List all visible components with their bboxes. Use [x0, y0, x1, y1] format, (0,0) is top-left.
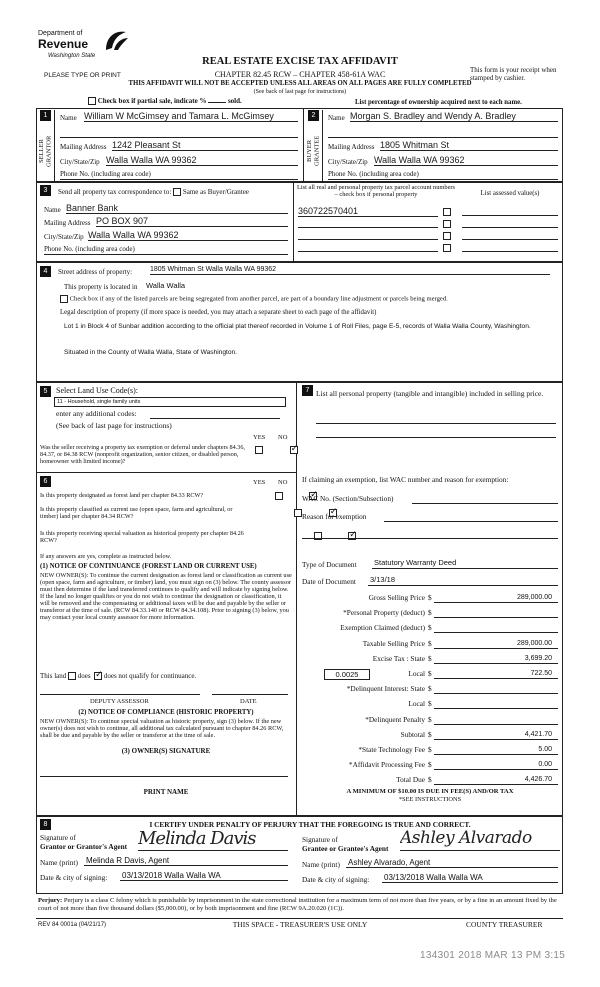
dept-line3: Washington State [48, 53, 96, 59]
corr-mailing-field[interactable]: PO BOX 907 [96, 216, 288, 227]
seller-phone-label: Phone No. (including area code) [60, 170, 151, 178]
land-use-select[interactable]: 11 - Household, single family units [54, 397, 286, 407]
tax-row-label: Taxable Selling Price [362, 638, 425, 648]
tax-row-label: *Affidavit Processing Fee [348, 760, 425, 770]
tax-row: 0.0025 Local $ 722.50 [302, 670, 558, 685]
tax-row: *State Technology Fee $ 5.00 [302, 746, 558, 761]
tax-row-label: *Delinquent Interest: State [346, 684, 425, 694]
certify-statement: I CERTIFY UNDER PENALTY OF PERJURY THAT THE FOREGOING IS TRUE AND CORRECT. [149, 820, 471, 829]
corr-city-label: City/State/Zip [44, 233, 84, 241]
located-label: This property is located in [64, 283, 138, 291]
this-land-label: This land [40, 672, 67, 680]
perjury-label: Perjury: [38, 897, 63, 904]
form-title: REAL ESTATE EXCISE TAX AFFIDAVIT [202, 56, 398, 67]
section-7-number: 7 [302, 385, 313, 396]
exemption-no-checkbox[interactable] [290, 446, 298, 454]
send-correspondence-row [58, 188, 249, 196]
parcel-row [298, 218, 558, 230]
doc-type-field[interactable]: Statutory Warranty Deed [372, 559, 558, 569]
parcel-number[interactable]: 360722570401 [298, 206, 438, 217]
send-correspondence-label: Send all property tax correspondence to: [58, 188, 172, 196]
segregated-note: Check box if any of the listed parcels are being segregated from another parcel, are part of a boundary line adjustment or parcels being merged. [69, 295, 448, 303]
sold-label: sold. [227, 97, 242, 105]
tax-row: Subtotal $ 4,421.70 [302, 731, 558, 746]
tax-row-value[interactable]: 5.00 [434, 746, 558, 755]
current-use-question: Is this property classified as current use (open space, farm and agricultural, or timber) land per chapter 84.34 RCW? [40, 506, 233, 521]
tax-row: Gross Selling Price $ 289,000.00 [302, 594, 558, 609]
grantee-name-field[interactable]: Ashley Alvarado, Agent [346, 858, 558, 868]
dor-swoosh-icon [102, 28, 130, 54]
grantee-signature-scrawl: Ashley Alvarado [400, 829, 532, 848]
notice-continuance-text: NEW OWNER(S): To continue the current designation as forest land or classification as current use (open space, farm and agriculture, or timber) land, you must sign on (3) below. The county assessor must then determine if the land transferred continues to qualify and will indicate by signing below. If the land no longer qualifies or you do not wish to continue the designation or classification, it will be removed and the compensating or additional taxes will be due and payable by the seller or transferor at the time of sale. (RCW 84.33.140 or RCW 84.34.108). Prior to signing (3) below, you may contact your local county assessor for more information. [40, 572, 292, 622]
section-1-number: 1 [40, 110, 51, 121]
additional-codes-label: enter any additional codes: [56, 409, 137, 418]
forest-no-header: NO [278, 479, 288, 486]
tax-row: Taxable Selling Price $ 289,000.00 [302, 640, 558, 655]
grantor-name-label: Name (print) [40, 858, 78, 867]
tax-row: Total Due $ 4,426.70 [302, 776, 558, 791]
dept-line2: Revenue [38, 37, 89, 51]
select-land-use-label: Select Land Use Code(s): [56, 386, 138, 395]
minimum-fee-note: A MINIMUM OF $10.00 IS DUE IN FEE(S) AND/OR TAX [346, 788, 514, 795]
tax-row-value[interactable]: 4,426.70 [434, 776, 558, 785]
please-type: PLEASE TYPE OR PRINT [44, 72, 121, 79]
deputy-signature-line[interactable] [40, 694, 200, 695]
seller-name-label: Name [60, 114, 77, 122]
qualify-label: qualify for continuance. [129, 672, 197, 680]
section-3-number: 3 [40, 185, 51, 196]
segregated-row [60, 295, 550, 303]
exemption-question: Was the seller receiving a property tax exemption or deferral under chapters 84.36, 84.37, or 84.38 RCW (nonprofit organization, senior citizen, or disabled person, homeowner with limited income)? [40, 444, 245, 466]
county-treasurer-label: COUNTY TREASURER [466, 920, 543, 929]
forest-yes-header: YES [253, 479, 266, 486]
deputy-date-label: DATE [240, 698, 257, 705]
tax-row-value[interactable] [434, 700, 558, 709]
tax-row-value[interactable]: 0.00 [434, 761, 558, 770]
seller-name-line2[interactable] [60, 128, 298, 138]
same-as-buyer-checkbox[interactable] [173, 188, 181, 196]
tax-calc-table [302, 594, 558, 791]
parcel-row [298, 242, 558, 254]
print-name-label: PRINT NAME [143, 788, 189, 796]
tax-row-label: Subtotal [400, 729, 425, 739]
buyer-city-field[interactable]: Walla Walla WA 99362 [374, 155, 558, 166]
ownership-note: List percentage of ownership acquired next to each name. [355, 99, 522, 106]
perjury-text: Perjury is a class C felony which is punishable by imprisonment in the state correctional institution for a maximum term of not more than five years, or by a fine in an amount fixed by the court of not more than five thousand dollars ($5,000.00), or by both imprisonment and fine (RCW 9A.20.020 (1C)). [38, 897, 557, 912]
grantor-signature[interactable] [138, 829, 288, 851]
buyer-city-label: City/State/Zip [328, 158, 368, 166]
corr-phone-label: Phone No. (including area code) [44, 245, 135, 253]
deputy-date-line[interactable] [212, 694, 288, 695]
buyer-mailing-label: Mailing Address [328, 143, 375, 151]
does-not-checkbox[interactable] [94, 672, 102, 680]
parcel-row [298, 230, 558, 242]
personal-property-checkbox[interactable] [443, 220, 451, 228]
tax-row-label: Local [408, 699, 425, 709]
partial-sale-checkbox[interactable] [88, 97, 96, 105]
assessed-header: List assessed value(s) [480, 190, 540, 197]
grantee-sig-label2: Grantee or Grantee's Agent [302, 844, 389, 853]
tax-row-label: *State Technology Fee [358, 744, 425, 754]
buyer-mailing-field[interactable]: 1805 Whitman St [380, 140, 558, 151]
legal-label: Legal description of property (if more space is needed, you may attach a separate sheet to each page of the affidavit) [60, 309, 377, 316]
see-instructions-note: *SEE INSTRUCTIONS [398, 796, 462, 803]
street-field[interactable]: 1805 Whitman St Walla Walla WA 99362 [150, 266, 550, 275]
seller-name-field[interactable]: William W McGimsey and Tamara L. McGimsey [84, 111, 298, 122]
personal-property-checkbox[interactable] [443, 244, 451, 252]
buyer-name-label: Name [328, 114, 345, 122]
treasurer-stamp: 134301 2018 MAR 13 PM 3:15 [420, 950, 566, 961]
grantor-name-field[interactable]: Melinda R Davis, Agent [84, 856, 288, 866]
tax-row-label: Gross Selling Price [368, 593, 425, 602]
tax-row-label: Local [408, 668, 425, 678]
section-4-number: 4 [40, 266, 51, 277]
forest-yes-checkbox[interactable] [275, 492, 283, 500]
tax-row-value[interactable] [434, 685, 558, 694]
reason-label: Reason for exemption [302, 512, 367, 521]
chapter-line: CHAPTER 82.45 RCW – CHAPTER 458-61A WAC [214, 70, 386, 79]
grantee-name-label: Name (print) [302, 860, 340, 869]
corr-name-label: Name [44, 206, 61, 214]
section-6-number: 6 [40, 476, 51, 487]
same-as-buyer-label: Same as Buyer/Grantee [182, 188, 249, 196]
tax-row: Local $ [302, 700, 558, 715]
forest-question: Is this property designated as forest land per chapter 84.33 RCW? [40, 492, 204, 499]
land-use-yes-header: YES [253, 434, 266, 441]
grantor-date-label: Date & city of signing: [40, 873, 108, 882]
partial-sale-pct[interactable] [208, 102, 226, 103]
tax-row: *Personal Property (deduct) $ [302, 609, 558, 624]
section-2-number: 2 [308, 110, 319, 121]
seller-city-field[interactable]: Walla Walla WA 99362 [106, 155, 298, 166]
exemption-claim-label: If claiming an exemption, list WAC number and reason for exemption: [302, 475, 509, 484]
see-back-line: (See back of last page for instructions) [253, 89, 347, 95]
parcel-list [298, 206, 558, 254]
tax-row-value[interactable] [434, 624, 558, 633]
personal-property-line[interactable] [316, 414, 556, 424]
assessed-value[interactable] [462, 239, 558, 240]
corr-name-field[interactable]: Banner Bank [66, 203, 288, 214]
grantor-sig-label1: Signature of [40, 833, 76, 842]
personal-property-checkbox[interactable] [443, 232, 451, 240]
owner-signature-line[interactable] [40, 776, 288, 777]
notice-compliance-text: NEW OWNER(S): To continue special valuation as historic property, sign (3) below. If the new owner(s) does not wish to continue, all additional tax calculated pursuant to chapter 84.26 RCW, shall be due and payable by the seller or transferor at the time of sale. [40, 718, 284, 740]
doc-date-field[interactable]: 3/13/18 [368, 576, 558, 586]
tax-row-value[interactable] [434, 716, 558, 725]
parcel-number[interactable] [298, 251, 438, 252]
parcel-row [298, 206, 558, 218]
deputy-label: DEPUTY ASSESSOR [90, 698, 149, 705]
tax-row-label: *Delinquent Penalty [365, 714, 425, 724]
corr-mailing-label: Mailing Address [44, 219, 91, 227]
assessed-value[interactable] [462, 215, 558, 216]
parcel-number[interactable] [298, 239, 438, 240]
notice-compliance-title: (2) NOTICE OF COMPLIANCE (HISTORIC PROPERTY) [78, 709, 254, 716]
tax-row: Excise Tax : State $ 3,699.20 [302, 655, 558, 670]
notice-continuance-title: (1) NOTICE OF CONTINUANCE (FOREST LAND OR CURRENT USE) [40, 563, 257, 570]
personal-property-checkbox[interactable] [443, 208, 451, 216]
buyer-side-label: BUYER GRANTEE [306, 135, 321, 167]
corr-phone-field[interactable] [44, 245, 288, 255]
doc-type-label: Type of Document [302, 560, 357, 569]
corr-city-field[interactable]: Walla Walla WA 99362 [88, 230, 288, 241]
grantee-date-field[interactable]: 03/13/2018 Walla Walla WA [382, 873, 558, 883]
tax-row-label: *Personal Property (deduct) [343, 608, 425, 618]
land-use-see-back: (See back of last page for instructions) [56, 421, 172, 430]
wac-label: WAC No. (Section/Subsection) [302, 494, 394, 503]
seller-side-label: SELLER GRANTOR [38, 135, 53, 167]
street-label: Street address of property: [58, 268, 133, 276]
personal-property-line[interactable] [316, 428, 556, 438]
tax-row-label: Excise Tax : State [372, 653, 425, 663]
personal-property-label: List all personal property (tangible and intangible) included in selling price. [316, 389, 544, 398]
grantee-sig-label1: Signature of [302, 835, 338, 844]
tax-row-label: Exemption Claimed (deduct) [340, 623, 425, 633]
seller-city-label: City/State/Zip [60, 158, 100, 166]
property-block [36, 262, 563, 382]
wac-field[interactable] [412, 495, 558, 504]
tax-row-value[interactable] [434, 609, 558, 618]
buyer-phone-label: Phone No. (including area code) [328, 170, 419, 178]
parcel-header: List all real and personal property tax parcel account numbers – check box if personal property [296, 184, 456, 199]
tax-row-value[interactable]: 4,421.70 [434, 731, 558, 740]
segregated-checkbox[interactable] [60, 295, 68, 303]
if-yes-note: If any answers are yes, complete as instructed below. [40, 553, 172, 560]
dept-line1: Department of [38, 30, 83, 37]
grantor-date-field[interactable]: 03/13/2018 Walla Walla WA [120, 871, 288, 881]
does-not-label: does not [103, 672, 128, 680]
continuance-row [40, 672, 196, 680]
seller-phone-field[interactable] [60, 170, 298, 180]
tax-row-value[interactable]: 289,000.00 [434, 640, 558, 649]
dor-logo [38, 28, 138, 66]
tax-row: Exemption Claimed (deduct) $ [302, 624, 558, 639]
historic-question: Is this property receiving special valuation as historical property per chapter 84.26 RCW? [40, 530, 244, 545]
current-use-yes-checkbox[interactable] [294, 509, 302, 517]
buyer-name-field[interactable]: Morgan S. Bradley and Wendy A. Bradley [350, 111, 558, 122]
partial-sale-label: Check box if partial sale, indicate % [97, 97, 207, 105]
tax-row: *Delinquent Penalty $ [302, 716, 558, 731]
buyer-phone-field[interactable] [328, 170, 558, 180]
additional-codes-field[interactable] [150, 410, 280, 419]
does-label: does [77, 672, 91, 680]
tax-row: *Delinquent Interest: State $ [302, 685, 558, 700]
not-accepted-line: THIS AFFIDAVIT WILL NOT BE ACCEPTED UNLESS ALL AREAS ON ALL PAGES ARE FULLY COMPLETED [128, 80, 472, 87]
seller-mailing-label: Mailing Address [60, 143, 107, 151]
perjury-note [38, 897, 562, 913]
partial-sale-row [88, 97, 242, 105]
local-rate-field[interactable]: 0.0025 [324, 669, 370, 680]
assessed-value[interactable] [462, 251, 558, 252]
tax-row-value[interactable]: 722.50 [434, 670, 558, 679]
grantee-date-label: Date & city of signing: [302, 875, 370, 884]
parcel-number[interactable] [298, 227, 438, 228]
does-checkbox[interactable] [68, 672, 76, 680]
tax-row-label: Total Due [396, 775, 425, 785]
reason-field-2[interactable] [302, 530, 558, 539]
located-field[interactable]: Walla Walla [146, 281, 186, 290]
seller-mailing-field[interactable]: 1242 Pleasant St [112, 140, 298, 151]
buyer-name-line2[interactable] [328, 128, 558, 138]
section-8-number: 8 [40, 819, 51, 830]
tax-row-value[interactable]: 289,000.00 [434, 594, 558, 603]
reason-field[interactable] [384, 513, 558, 522]
form-number: REV 84 0001a (04/21/17) [38, 922, 107, 928]
doc-date-label: Date of Document [302, 577, 356, 586]
assessed-value[interactable] [462, 227, 558, 228]
section-5-number: 5 [40, 386, 51, 397]
tax-row-value[interactable]: 3,699.20 [434, 655, 558, 664]
situated-text: Situated in the County of Walla Walla, State of Washington. [64, 349, 237, 356]
exemption-yes-checkbox[interactable] [255, 446, 263, 454]
grantee-signature[interactable] [400, 829, 560, 851]
receipt-note: This form is your receipt when stamped by cashier. [470, 66, 557, 83]
grantor-sig-label2: Grantor or Grantor's Agent [40, 842, 128, 851]
legal-description[interactable]: Lot 1 in Block 4 of Sunbar addition according to the official plat thereof recorded in Volume 1 of Roll Files, page E-5, records of Walla Walla County, Washington. [64, 323, 531, 330]
land-use-no-header: NO [278, 434, 288, 441]
grantor-signature-scrawl: Melinda Davis [138, 829, 256, 849]
treasurer-space-label: THIS SPACE - TREASURER'S USE ONLY [232, 920, 368, 929]
tax-row: *Affidavit Processing Fee $ 0.00 [302, 761, 558, 776]
owner-signature-label: (3) OWNER(S) SIGNATURE [121, 747, 211, 755]
